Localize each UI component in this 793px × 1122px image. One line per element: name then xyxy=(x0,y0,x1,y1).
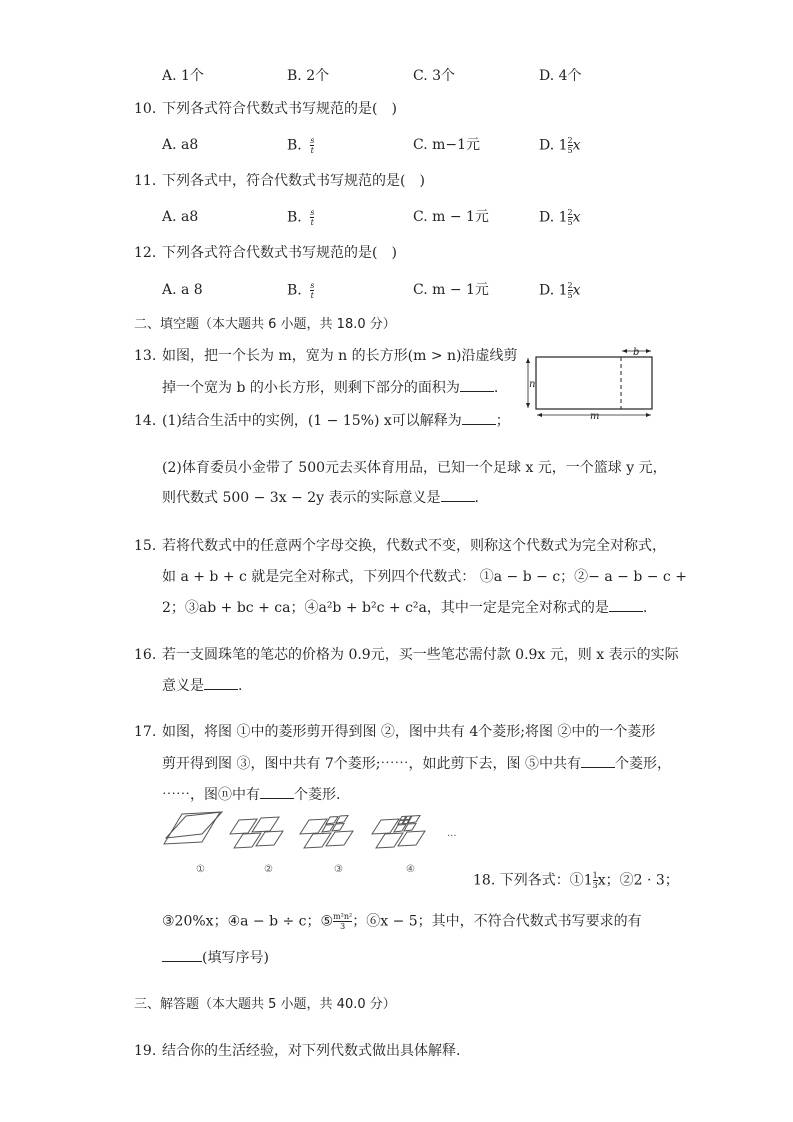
q13-line1: 如图，把一个长为 m，宽为 n 的长方形(m > n)沿虚线剪 xyxy=(162,348,518,364)
option-c: C. 3个 xyxy=(413,68,456,84)
q12-option-d: D. 1 $\frac{2}{5}$ x xyxy=(539,281,581,300)
q13-line2: 掉一个宽为 b 的小长方形，则剩下部分的面积为 . xyxy=(162,380,499,396)
q15-answer-blank[interactable] xyxy=(609,599,643,612)
fig-label-4: ④ xyxy=(406,864,415,875)
q14-line2: (2)体育委员小金带了 500元去买体育用品，已知一个足球 x 元，一个篮球 y 元， xyxy=(162,460,667,476)
fig-label-m: m xyxy=(590,411,600,422)
option-d: D. 4个 xyxy=(539,68,582,84)
fig-label-n: n xyxy=(529,379,536,390)
q10-number: 10. xyxy=(134,101,157,117)
q18-line1: 18. 下列各式：①1 $\frac{1}{3}$ x；②2 · 3； xyxy=(473,871,679,890)
figure-4 xyxy=(372,816,425,849)
section-fill-blank-heading: 二、填空题（本大题共 6 小题，共 18.0 分） xyxy=(134,317,396,332)
q18-line3: (填写序号) xyxy=(162,949,269,967)
fig-label-1: ① xyxy=(196,864,205,875)
q14-answer-blank-1[interactable] xyxy=(462,412,496,425)
q19-number: 19. xyxy=(134,1043,157,1059)
fig-label-2: ② xyxy=(264,864,273,875)
q15-line1: 若将代数式中的任意两个字母交换，代数式不变，则称这个代数式为完全对称式， xyxy=(162,538,666,554)
q17-line2: 剪开得到图 ③，图中共有 7个菱形;⋯⋯，如此剪下去，图 ⑤中共有 个菱形， xyxy=(162,756,671,772)
q13-number: 13. xyxy=(134,348,157,364)
q15-number: 15. xyxy=(134,538,157,554)
q14-number: 14. xyxy=(134,413,157,429)
fig-label-3: ③ xyxy=(334,864,343,875)
section-answer-heading: 三、解答题（本大题共 5 小题，共 40.0 分） xyxy=(134,997,396,1012)
q11-stem: 下列各式中，符合代数式书写规范的是( ) xyxy=(162,173,425,189)
q12-option-b: B. $\frac{s}{t}$ xyxy=(287,281,315,300)
figure-3 xyxy=(300,816,353,849)
q14-line3: 则代数式 500 − 3x − 2y 表示的实际意义是 . xyxy=(162,490,479,506)
q16-number: 16. xyxy=(134,647,157,663)
q10-option-c: C. m−1元 xyxy=(413,137,481,153)
q17-line3: ⋯⋯，图ⓝ中有 个菱形. xyxy=(162,787,341,803)
q17-answer-blank-1[interactable] xyxy=(581,755,615,768)
q12-number: 12. xyxy=(134,245,157,261)
q10-stem: 下列各式符合代数式书写规范的是( ) xyxy=(162,101,397,117)
q10-option-b: B. $\frac{s}{t}$ xyxy=(287,136,315,155)
figure-2 xyxy=(230,817,283,848)
q18-answer-blank[interactable] xyxy=(162,949,202,962)
q17-rhombus-figure xyxy=(160,808,470,878)
q18-number: 18. xyxy=(473,872,496,889)
option-b: B. 2个 xyxy=(287,68,330,84)
q15-line3: 2；③ab + bc + ca；④a²b + b²c + c²a，其中一定是完全对称式的是 . xyxy=(162,600,648,616)
figure-1 xyxy=(164,812,220,844)
q16-line2: 意义是 . xyxy=(162,678,243,694)
q17-answer-blank-2[interactable] xyxy=(260,786,294,799)
q11-option-c: C. m − 1元 xyxy=(413,209,489,225)
q16-line1: 若一支圆珠笔的笔芯的价格为 0.9元，买一些笔芯需付款 0.9x 元，则 x 表示的实际 xyxy=(162,647,679,663)
q11-option-a: A. a8 xyxy=(162,209,199,225)
q11-option-b: B. $\frac{s}{t}$ xyxy=(287,208,315,227)
q10-option-d: D. 1 $\frac{2}{5}$ x xyxy=(539,136,581,155)
q17-number: 17. xyxy=(134,724,157,740)
q14-answer-blank-2[interactable] xyxy=(441,489,475,502)
q13-rectangle-figure xyxy=(520,345,660,425)
q10-option-a: A. a8 xyxy=(162,137,199,153)
fig-ellipsis: ... xyxy=(447,828,457,839)
q12-option-a: A. a 8 xyxy=(162,282,203,298)
q11-option-d: D. 1 $\frac{2}{5}$ x xyxy=(539,208,581,227)
option-a: A. 1个 xyxy=(162,68,204,84)
q15-line2: 如 a + b + c 就是完全对称式，下列四个代数式： ①a − b − c；②− a − b − c + xyxy=(162,569,687,585)
q19-stem: 结合你的生活经验，对下列代数式做出具体解释. xyxy=(162,1043,461,1059)
q17-line1: 如图，将图 ①中的菱形剪开得到图 ②，图中共有 4个菱形;将图 ②中的一个菱形 xyxy=(162,724,656,740)
q12-stem: 下列各式符合代数式书写规范的是( ) xyxy=(162,245,397,261)
fig-label-b: b xyxy=(633,347,640,358)
q18-line2: ③20%x；④a − b ÷ c；⑤ $\frac{\text{m²n²}}{3}$ ；⑥x − 5；其中，不符合代数式书写要求的有 xyxy=(162,912,642,931)
q11-number: 11. xyxy=(134,173,157,189)
q12-option-c: C. m − 1元 xyxy=(413,282,489,298)
q16-answer-blank[interactable] xyxy=(204,677,238,690)
q13-answer-blank[interactable] xyxy=(460,379,494,392)
q14-line1: (1)结合生活中的实例，(1 − 15%) x可以解释为 ； xyxy=(162,413,510,429)
